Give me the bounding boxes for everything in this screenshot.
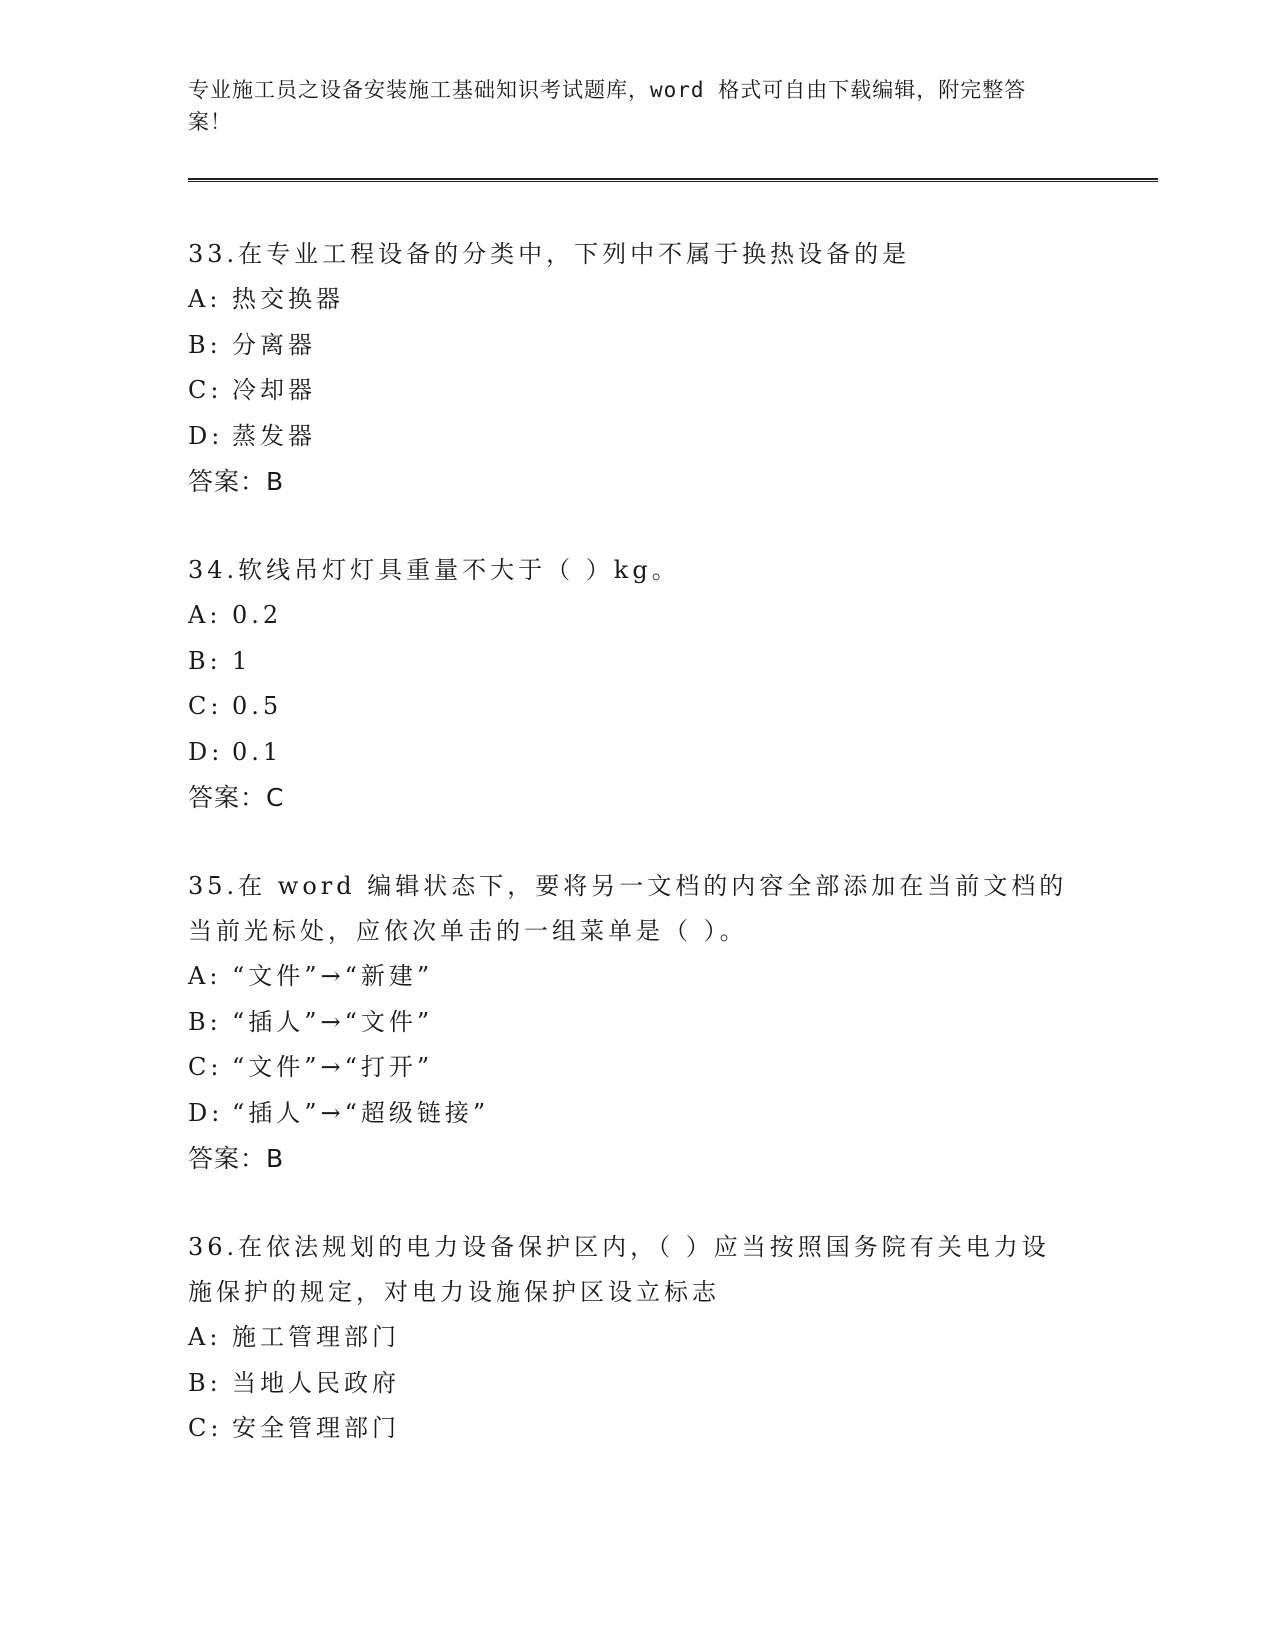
option-a <box>188 954 1068 1000</box>
option-d <box>188 730 1068 776</box>
option-text: 当地人民政府 <box>232 1368 400 1397</box>
option-letter: A: <box>188 285 222 313</box>
option-text: 安全管理部门 <box>232 1414 400 1442</box>
option-text: 冷却器 <box>232 376 316 404</box>
question-list <box>188 232 1068 1496</box>
option-a <box>188 1315 1068 1361</box>
option-letter: C: <box>188 1414 223 1442</box>
option-letter: B: <box>188 1368 222 1397</box>
option-letter: C: <box>188 376 223 404</box>
option-letter: C: <box>188 692 223 720</box>
option-text: “插人”→“文件” <box>232 1007 434 1036</box>
question-stem: 36.在依法规划的电力设备保护区内，（ ）应当按照国务院有关电力设施保护的规定，对电力设施保护区设立标志 <box>188 1233 1050 1306</box>
option-c <box>188 368 1068 414</box>
option-letter: C: <box>188 1053 223 1081</box>
document-header: 专业施工员之设备安装施工基础知识考试题库，word 格式可自由下载编辑，附完整答案！ <box>188 78 1027 134</box>
question-35 <box>188 864 1068 1181</box>
answer-line: 答案：C <box>188 783 285 812</box>
option-b <box>188 1000 1068 1046</box>
question-stem: 34.软线吊灯灯具重量不大于（ ）kg。 <box>188 556 680 584</box>
option-text: 0.2 <box>232 601 283 629</box>
question-stem: 35.在 word 编辑状态下，要将另一文档的内容全部添加在当前文档的当前光标处，应依次单击的一组菜单是（ ）。 <box>188 872 1068 945</box>
option-text: 0.1 <box>232 737 283 766</box>
option-letter: A: <box>188 962 222 990</box>
option-c <box>188 1045 1068 1091</box>
question-36 <box>188 1225 1068 1452</box>
option-text: 蒸发器 <box>232 421 316 450</box>
option-text: “插人”→“超级链接” <box>232 1098 490 1127</box>
option-letter: D: <box>188 737 224 766</box>
header-divider <box>188 178 1158 182</box>
option-letter: B: <box>188 1007 222 1036</box>
option-text: 热交换器 <box>232 285 344 313</box>
option-b <box>188 1361 1068 1407</box>
question-stem: 33.在专业工程设备的分类中，下列中不属于换热设备的是 <box>188 240 911 268</box>
option-b <box>188 323 1068 369</box>
question-34 <box>188 548 1068 820</box>
option-text: 施工管理部门 <box>232 1323 400 1351</box>
option-letter: A: <box>188 601 222 629</box>
option-letter: D: <box>188 1098 224 1127</box>
option-text: “文件”→“新建” <box>232 962 434 990</box>
answer-line: 答案：B <box>188 467 285 496</box>
option-letter: B: <box>188 646 222 675</box>
option-d <box>188 1091 1068 1137</box>
option-a <box>188 593 1068 639</box>
option-text: 1 <box>232 646 252 675</box>
option-letter: A: <box>188 1323 222 1351</box>
option-d <box>188 414 1068 460</box>
option-letter: D: <box>188 421 224 450</box>
option-letter: B: <box>188 330 222 359</box>
answer-line: 答案：B <box>188 1144 285 1173</box>
option-c <box>188 684 1068 730</box>
option-a <box>188 277 1068 323</box>
option-text: 分离器 <box>232 330 316 359</box>
option-text: 0.5 <box>232 692 283 720</box>
option-b <box>188 639 1068 685</box>
option-c <box>188 1406 1068 1452</box>
question-33 <box>188 232 1068 504</box>
option-text: “文件”→“打开” <box>232 1053 434 1081</box>
